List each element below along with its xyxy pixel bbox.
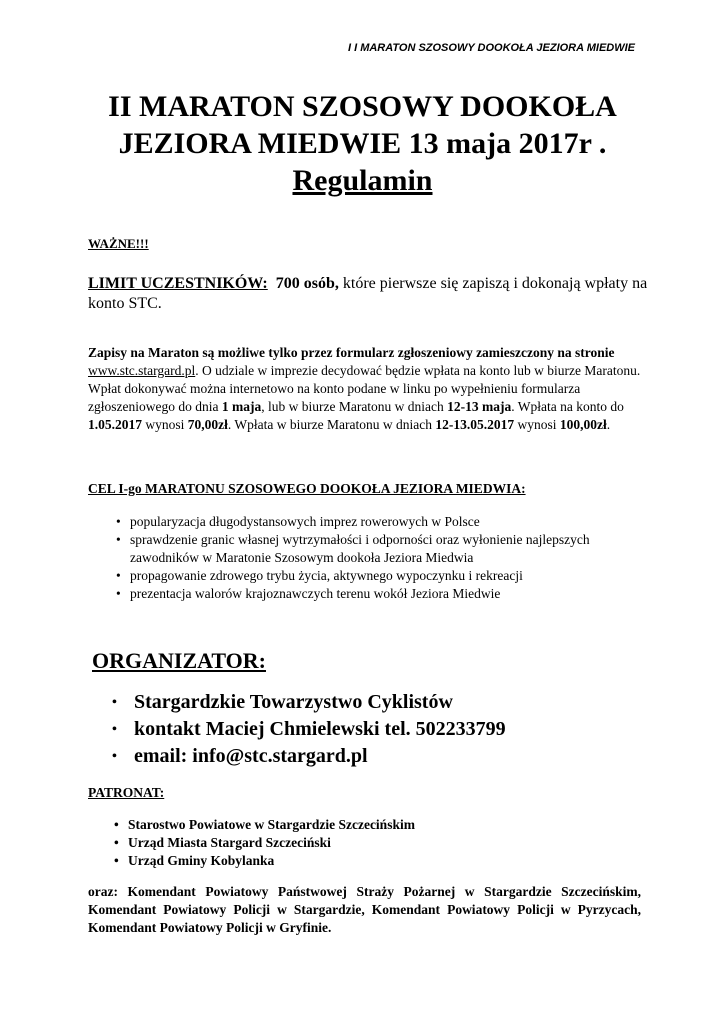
registration-online-fee: 70,00zł bbox=[187, 417, 228, 432]
registration-link[interactable]: www.stc.stargard.pl bbox=[88, 363, 196, 378]
list-item: • propagowanie zdrowego trybu życia, aktywnego wypoczynku i rekreacji bbox=[118, 567, 648, 585]
document-title bbox=[60, 88, 665, 199]
list-item: • kontakt Maciej Chmielewski tel. 502233799 bbox=[110, 716, 650, 743]
organizer-heading: ORGANIZATOR: bbox=[92, 648, 266, 673]
registration-text-5: . Wpłata w biurze Maratonu w dniach bbox=[227, 417, 436, 432]
registration-deadline: 1 maja bbox=[221, 399, 262, 414]
registration-office-date: 12-13.05.2017 bbox=[435, 417, 515, 432]
registration-online-date: 1.05.2017 bbox=[88, 417, 142, 432]
registration-paragraph bbox=[88, 344, 648, 434]
title-line-1: II MARATON SZOSOWY DOOKOŁA bbox=[108, 90, 617, 123]
registration-text-2: , lub w biurze Maratonu w dniach bbox=[261, 399, 448, 414]
wazne-heading: WAŻNE!!! bbox=[88, 236, 149, 251]
list-item: • Urząd Miasta Stargard Szczeciński bbox=[112, 834, 632, 852]
goals-list bbox=[118, 513, 648, 603]
running-header: I I MARATON SZOSOWY DOOKOŁA JEZIORA MIEDWIE bbox=[347, 42, 635, 54]
registration-intro: Zapisy na Maraton są możliwe tylko przez formularz zgłoszeniowy zamieszczony na stronie bbox=[88, 345, 615, 360]
registration-text-3: . Wpłata na konto do bbox=[511, 399, 624, 414]
registration-office-fee: 100,00zł bbox=[559, 417, 607, 432]
goals-heading: CEL I-go MARATONU SZOSOWEGO DOOKOŁA JEZIORA MIEDWIA: bbox=[88, 481, 526, 496]
list-item: • prezentacja walorów krajoznawczych terenu wokół Jeziora Miedwie bbox=[118, 585, 648, 603]
list-item: • Starostwo Powiatowe w Stargardzie Szczecińskim bbox=[112, 816, 632, 834]
list-item: • sprawdzenie granic własnej wytrzymałości i odporności oraz wyłonienie najlepszych zawodników w Maratonie Szosowym dookoła Jeziora Miedwia bbox=[118, 531, 648, 567]
registration-office-days: 12-13 maja bbox=[447, 399, 512, 414]
registration-text-4: wynosi bbox=[142, 417, 188, 432]
limit-text: które pierwsze się zapiszą i dokonają wpłaty na konto STC. bbox=[88, 275, 648, 312]
title-line-2: JEZIORA MIEDWIE 13 maja 2017r . bbox=[118, 127, 607, 160]
patronage-list bbox=[112, 816, 632, 870]
list-item: • popularyzacja długodystansowych imprez rowerowych w Polsce bbox=[118, 513, 648, 531]
limit-count: 700 osób, bbox=[275, 275, 339, 292]
registration-text-6: wynosi bbox=[514, 417, 560, 432]
list-item: • Urząd Gminy Kobylanka bbox=[112, 852, 632, 870]
patronage-heading: PATRONAT: bbox=[88, 785, 165, 800]
list-item: • Stargardzkie Towarzystwo Cyklistów bbox=[110, 689, 650, 716]
limit-label: LIMIT UCZESTNIKÓW: bbox=[88, 275, 268, 292]
limit-paragraph bbox=[88, 274, 648, 314]
list-item: • email: info@stc.stargard.pl bbox=[110, 743, 650, 770]
additional-patrons: oraz: Komendant Powiatowy Państwowej Straży Pożarnej w Stargardzie Szczecińskim, Komendant Powiatowy Policji w Stargardzie, Komendant Powiatowy Policji w Pyrzycach, Komendant Powiatowy Policji w Gryfinie. bbox=[88, 884, 641, 935]
title-regulamin: Regulamin bbox=[292, 164, 433, 197]
organizer-list bbox=[110, 689, 650, 770]
registration-text-1: . O udziale w imprezie decydować będzie wpłata na konto lub w biurze Maratonu. Wpłat dokonywać można internetowo na konto podane w linku po wypełnieniu formularza zgłoszeniowego do dnia bbox=[88, 363, 641, 414]
registration-text-7: . bbox=[606, 417, 611, 432]
